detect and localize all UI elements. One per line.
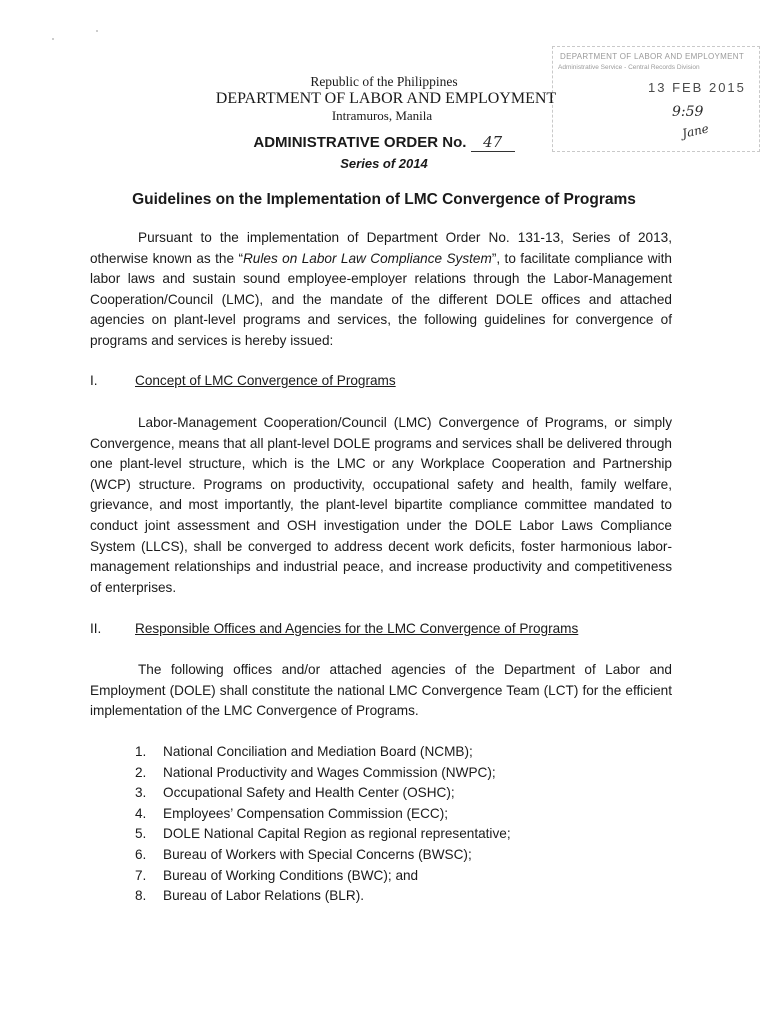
location-line: Intramuros, Manila bbox=[331, 108, 433, 123]
intro-text-1: Pursuant to the implementation of Department Order No. 131-13, Series of 2013, otherwise known as the “ bbox=[90, 230, 672, 266]
order-series: Series of 2014 bbox=[340, 156, 428, 171]
list-item-number: 8. bbox=[135, 888, 147, 904]
republic-line: Republic of the Philippines bbox=[310, 74, 458, 89]
scan-speck bbox=[96, 30, 98, 32]
list-item bbox=[135, 866, 695, 887]
list-item-number: 3. bbox=[135, 785, 147, 801]
section-2-body: The following offices and/or attached agencies of the Department of Labor and Employment (DOLE) shall constitute the national LMC Convergence Team (LCT) for the efficient implementation of the LMC Convergence of Programs. bbox=[90, 662, 672, 719]
list-item-text: Employees’ Compensation Commission (ECC); bbox=[163, 805, 449, 821]
list-item-number: 4. bbox=[135, 805, 147, 821]
section-1-title: Concept of LMC Convergence of Programs bbox=[135, 373, 396, 388]
member-offices-list bbox=[135, 742, 695, 907]
list-item-number: 5. bbox=[135, 826, 147, 842]
list-item-text: National Conciliation and Mediation Board (NCMB); bbox=[163, 744, 473, 759]
list-item-number: 1. bbox=[135, 744, 147, 759]
list-item-text: Bureau of Labor Relations (BLR). bbox=[163, 888, 364, 904]
section-1-number: I. bbox=[90, 373, 98, 388]
intro-text-2: ”, to facilitate compliance with labor laws and sustain sound employee-employer relations through the Labor-Management Cooperation/Council (LMC), and the mandate of the different DOLE offices and attached agencies on plant-level programs and services, the following guidelines for convergence of programs and services is hereby issued: bbox=[90, 250, 672, 348]
stamp-date: 13 FEB 2015 bbox=[648, 80, 746, 95]
stamp-division: Administrative Service - Central Records Division bbox=[558, 64, 700, 71]
list-item bbox=[135, 845, 695, 866]
list-item bbox=[135, 886, 695, 907]
section-2-number: II. bbox=[90, 621, 102, 636]
list-item-text: DOLE National Capital Region as regional representative; bbox=[163, 826, 511, 842]
list-item bbox=[135, 804, 695, 825]
list-item-text: Bureau of Working Conditions (BWC); and bbox=[163, 867, 419, 883]
order-heading bbox=[0, 133, 768, 152]
list-item bbox=[135, 763, 695, 784]
list-item bbox=[135, 783, 695, 804]
list-item-number: 2. bbox=[135, 764, 147, 780]
list-item-text: Occupational Safety and Health Center (OSHC); bbox=[163, 785, 455, 801]
list-item-text: National Productivity and Wages Commission (NWPC); bbox=[163, 764, 496, 780]
intro-paragraph bbox=[90, 228, 672, 352]
department-name: DEPARTMENT OF LABOR AND EMPLOYMENT bbox=[215, 90, 557, 107]
list-item-text: Bureau of Workers with Special Concerns (BWSC); bbox=[163, 846, 472, 862]
list-item bbox=[135, 824, 695, 845]
section-1-body: Labor-Management Cooperation/Council (LMC) Convergence of Programs, or simply Convergence, means that all plant-level DOLE programs and services shall be delivered through one plant-level structure, which is the LMC or any Workplace Cooperation and Partnership (WCP) structure. Programs on productivity, occupational safety and health, family welfare, grievance, and most importantly, the plant-level bipartite compliance committee mandated to conduct joint assessment and OSH investigation under the DOLE Labor Laws Compliance System (LLCS), shall be converged to address decent work deficits, foster harmonious labor-management relationships and industrial peace, and increase productivity and competitiveness of enterprises. bbox=[90, 415, 672, 595]
stamp-initials: Jane bbox=[680, 121, 710, 141]
section-2-title: Responsible Offices and Agencies for the LMC Convergence of Programs bbox=[135, 621, 579, 636]
list-item-number: 7. bbox=[135, 867, 147, 883]
order-number: 47 bbox=[471, 133, 515, 152]
order-label: ADMINISTRATIVE ORDER No. bbox=[253, 134, 467, 151]
list-item bbox=[135, 742, 695, 763]
scan-speck bbox=[52, 38, 54, 40]
document-title: Guidelines on the Implementation of LMC Convergence of Programs bbox=[132, 191, 636, 208]
stamp-time: 9:59 bbox=[672, 104, 704, 120]
stamp-agency: DEPARTMENT OF LABOR AND EMPLOYMENT bbox=[560, 52, 745, 61]
list-item-number: 6. bbox=[135, 846, 147, 862]
intro-quoted-title: Rules on Labor Law Compliance System bbox=[242, 250, 492, 266]
